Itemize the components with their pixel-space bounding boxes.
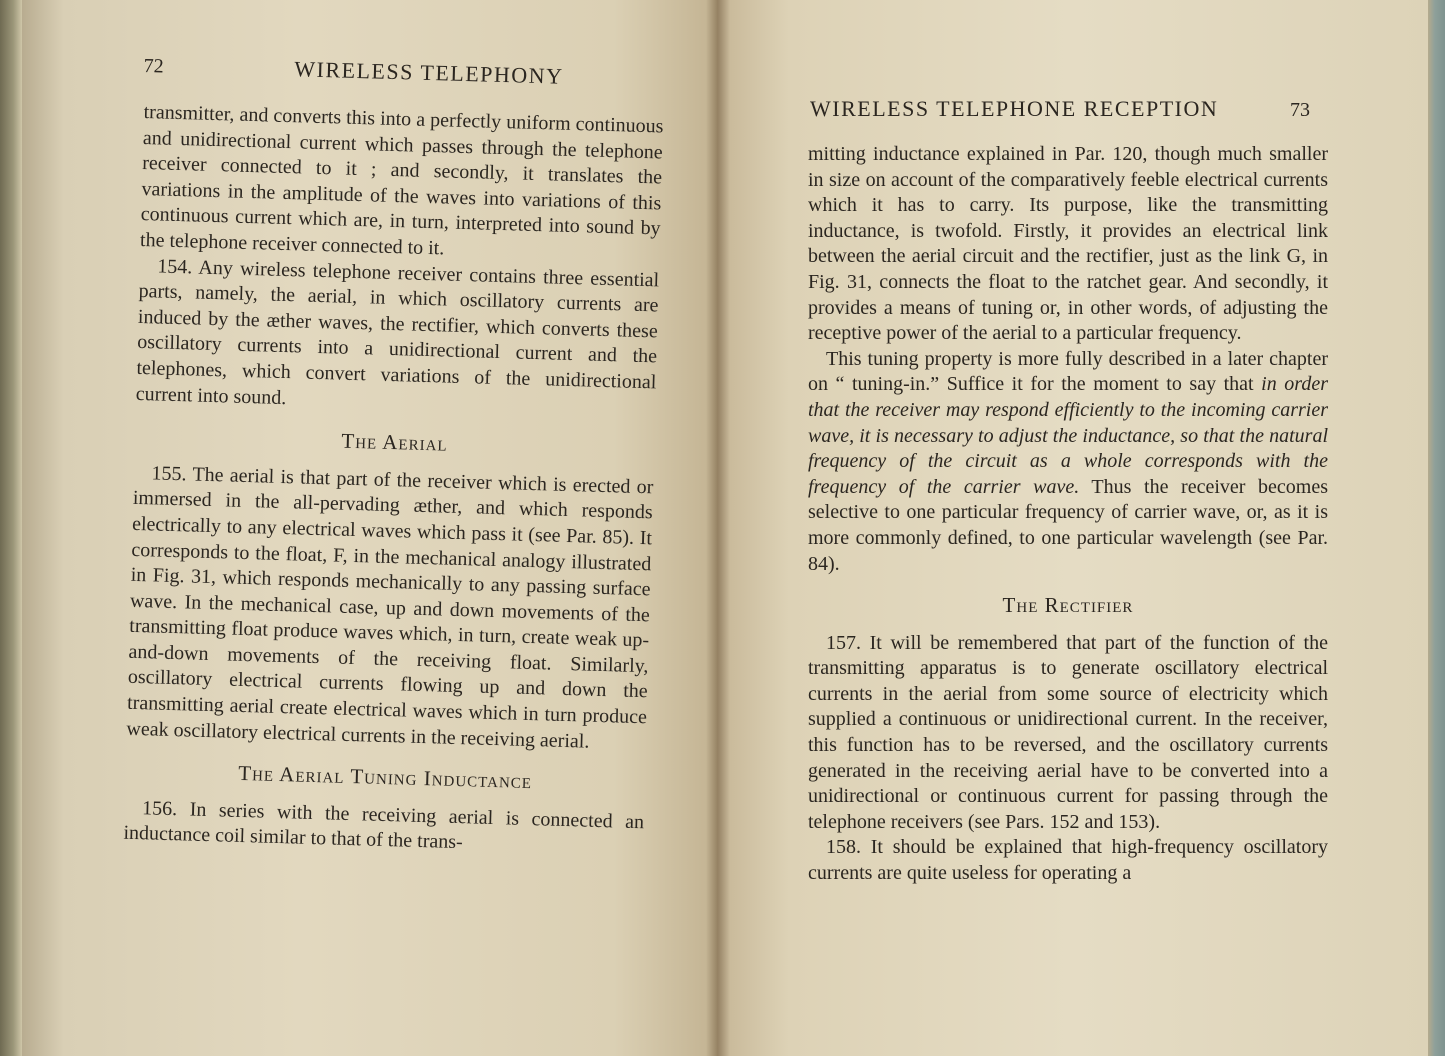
- heading-the-aerial: The Aerial: [341, 428, 448, 456]
- para-155: 155. The aerial is that part of the receiver which is erected or immersed in the all-pervading æther, and which responds electrically to any electrical waves which pass it (see Par. 85). It corresponds to the float, F, in the mechanical analogy illustrated in Fig. 31, which responds mechanically to any passing surface wave. In the mechanical case, up and down movements of the transmitting float produce waves which, in turn, create weak up-and-down movements of the receiving float. Similarly, oscillatory electrical currents flowing up and down the transmitting aerial create electrical waves which in turn produce weak oscillatory electrical currents in the receiving aerial.: [126, 462, 654, 753]
- heading-aerial-tuning-inductance: The Aerial Tuning Inductance: [238, 761, 533, 794]
- right-page-header: [810, 96, 1310, 122]
- para-tuning-italic: in order that the receiver may respond efficiently to the incoming carrier wave, it is necessary to adjust the inductance, so that the natural frequency of the circuit as a whole corresponds with the frequency of the carrier wave.: [808, 373, 1328, 498]
- para-tuning-start: This tuning property is more fully described in a later chapter on “ tuning-in.” Suffice it for the moment to say that: [808, 347, 1328, 396]
- para-156: 156. In series with the receiving aerial is connected an inductance coil similar to that of the trans-: [123, 797, 645, 854]
- left-page-header: [143, 52, 564, 90]
- para-158: 158. It should be explained that high-frequency oscillatory currents are quite useless for operating a: [808, 836, 1328, 885]
- para-154: 154. Any wireless telephone receiver contains three essential parts, namely, the aerial, in which oscillatory currents are induced by the æther waves, the rectifier, which converts these oscillatory currents into a unidirectional current and the telephones, which convert variations of the unidirectional current into sound.: [135, 255, 660, 409]
- para-tuning-property: [808, 347, 1328, 577]
- right-para-continued: mitting inductance explained in Par. 120, though much smaller in size on account of the comparatively feeble electrical currents which it has to carry. Its purpose, like the transmitting inductance, is twofold. Firstly, it provides an electrical link between the aerial circuit and the rectifier, just as the link G, in Fig. 31, connects the float to the ratchet gear. And secondly, it provides a means of tuning or, in other words, of adjusting the receptive power of the aerial to a particular frequency.: [808, 143, 1328, 345]
- left-page-text: [123, 100, 664, 861]
- left-running-head: WIRELESS TELEPHONY: [294, 56, 564, 89]
- left-page-number: 72: [143, 54, 164, 78]
- book-cover-edge-left: [0, 0, 22, 1056]
- right-running-head: WIRELESS TELEPHONE RECEPTION: [810, 96, 1219, 121]
- right-page: [718, 0, 1428, 1056]
- left-para-continued: transmitter, and converts this into a perfectly uniform continuous and unidirectional current which passes through the telephone receiver connected to it ; and secondly, it translates the variations in the amplitude of the waves into variations of this continuous current which are, in turn, interpreted into sound by the telephone receiver connected to it.: [139, 100, 664, 260]
- book-cover-edge-right: [1428, 0, 1445, 1056]
- heading-the-rectifier: The Rectifier: [1002, 593, 1134, 618]
- left-page: [22, 0, 718, 1056]
- right-page-text: [808, 142, 1328, 887]
- book-gutter-shadow: [706, 0, 730, 1056]
- para-tuning-end: Thus the receiver becomes selective to one particular frequency of carrier wave, or, as it is more commonly defined, to one particular wavelength (see Par. 84).: [808, 475, 1328, 575]
- right-page-number: 73: [1290, 99, 1310, 121]
- para-157: 157. It will be remembered that part of the function of the transmitting apparatus is to generate oscillatory electrical currents in the aerial from some source of electricity which supplied a continuous or unidirectional current. In the receiver, this function has to be reversed, and the oscillatory currents generated in the receiving aerial have to be converted into a unidirectional or continuous current for passing through the telephone receivers (see Pars. 152 and 153).: [808, 631, 1328, 833]
